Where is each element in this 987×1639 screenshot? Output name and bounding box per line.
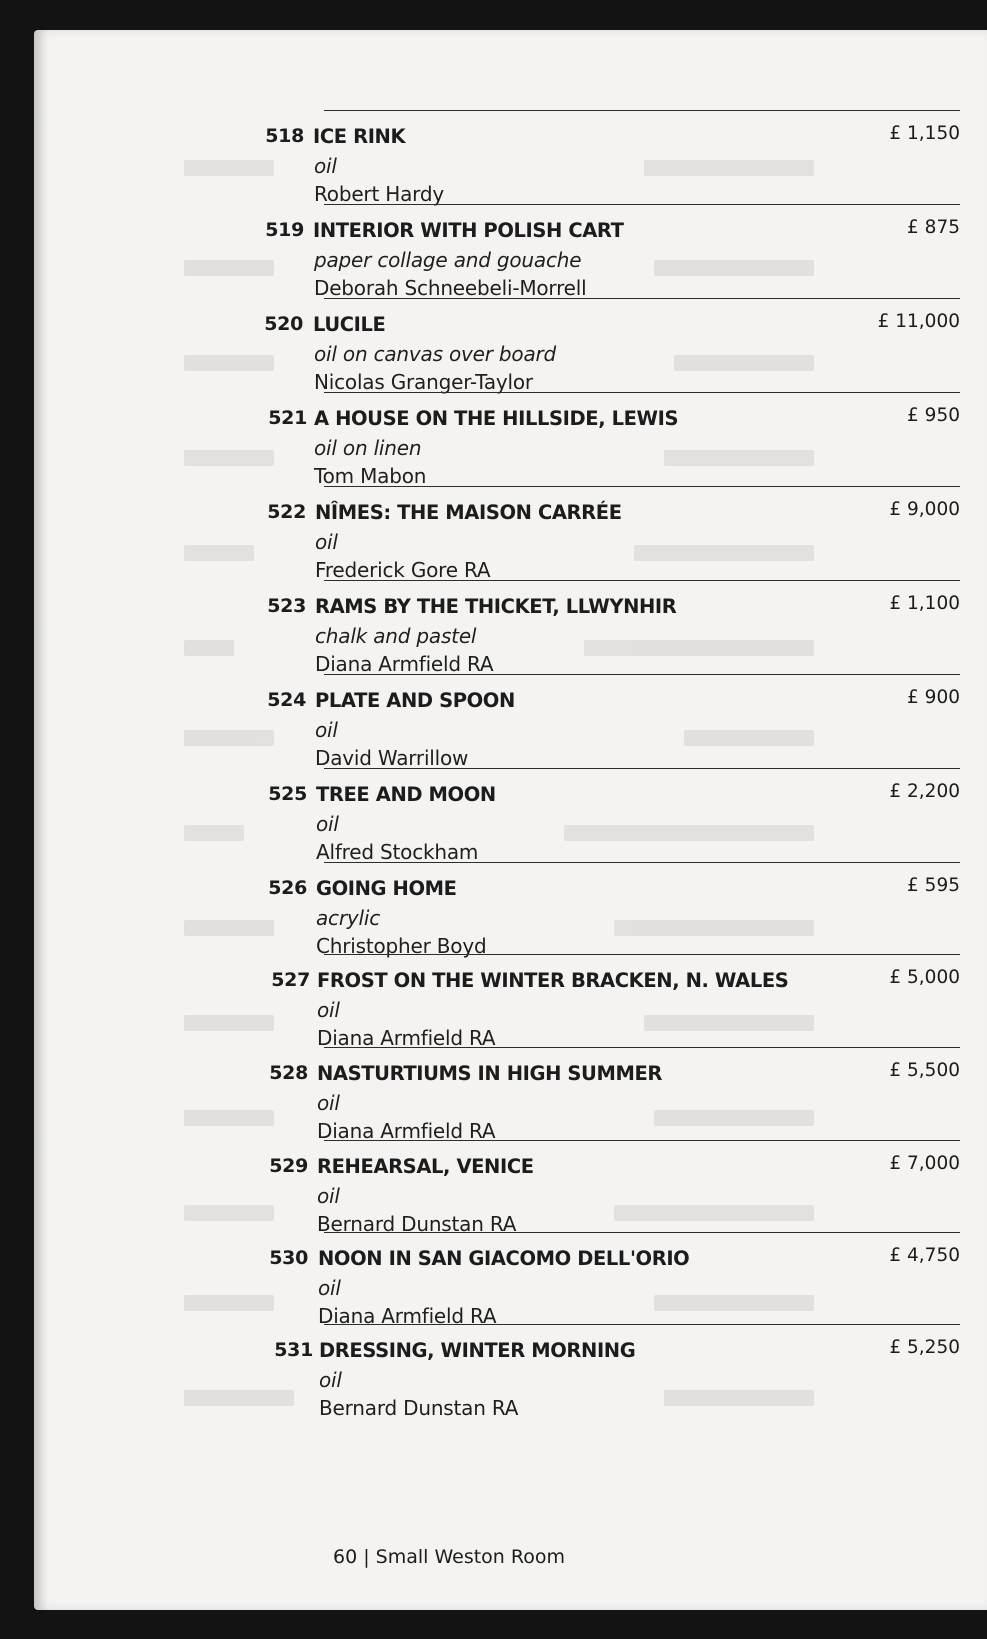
entry-number: 519 bbox=[265, 219, 304, 241]
entry-divider bbox=[324, 204, 960, 205]
page-footer: 60 | Small Weston Room bbox=[333, 1546, 565, 1568]
artist-name: Deborah Schneebeli-Morrell bbox=[314, 276, 587, 300]
entry-divider bbox=[324, 392, 960, 393]
artist-name: David Warrillow bbox=[315, 746, 469, 770]
entry-number: 527 bbox=[271, 969, 310, 991]
artwork-medium: oil bbox=[316, 812, 339, 836]
artwork-price: £ 9,000 bbox=[889, 499, 960, 520]
artwork-medium: oil bbox=[315, 530, 338, 554]
entry-divider bbox=[324, 1047, 960, 1048]
artwork-title: GOING HOME bbox=[316, 877, 457, 900]
entry-number: 530 bbox=[269, 1247, 308, 1269]
entry-number: 518 bbox=[265, 125, 304, 147]
catalogue-entry bbox=[34, 674, 987, 770]
artwork-medium: paper collage and gouache bbox=[314, 248, 582, 272]
catalogue-entry bbox=[34, 1047, 987, 1143]
artist-name: Christopher Boyd bbox=[316, 934, 487, 958]
entry-number: 524 bbox=[267, 689, 306, 711]
catalogue-entry bbox=[34, 1324, 987, 1420]
artwork-price: £ 5,250 bbox=[889, 1337, 960, 1358]
artwork-price: £ 11,000 bbox=[877, 311, 960, 332]
artwork-medium: oil bbox=[317, 1091, 340, 1115]
artwork-title: NASTURTIUMS IN HIGH SUMMER bbox=[317, 1062, 663, 1085]
artwork-medium: chalk and pastel bbox=[315, 624, 477, 648]
artwork-title: PLATE AND SPOON bbox=[315, 689, 515, 712]
artwork-title: NÎMES: THE MAISON CARRÉE bbox=[315, 501, 622, 524]
artwork-medium: oil bbox=[319, 1368, 342, 1392]
artwork-medium: oil on linen bbox=[314, 436, 422, 460]
entry-number: 522 bbox=[267, 501, 306, 523]
artwork-medium: oil bbox=[318, 1276, 341, 1300]
artwork-price: £ 595 bbox=[907, 875, 960, 896]
catalogue-entry bbox=[34, 486, 987, 582]
artwork-price: £ 950 bbox=[907, 405, 960, 426]
catalogue-entry bbox=[34, 204, 987, 300]
catalogue-entry bbox=[34, 954, 987, 1050]
artwork-title: REHEARSAL, VENICE bbox=[317, 1155, 534, 1178]
catalogue-entry bbox=[34, 1232, 987, 1328]
artist-name: Diana Armfield RA bbox=[318, 1304, 497, 1328]
catalogue-entry bbox=[34, 110, 987, 206]
artwork-price: £ 900 bbox=[907, 687, 960, 708]
entry-divider bbox=[324, 298, 960, 299]
artwork-title: ICE RINK bbox=[313, 125, 406, 148]
catalogue-entry bbox=[34, 298, 987, 394]
artist-name: Bernard Dunstan RA bbox=[317, 1212, 517, 1236]
artwork-medium: oil on canvas over board bbox=[314, 342, 557, 366]
entry-divider bbox=[324, 1324, 960, 1325]
entry-divider bbox=[324, 768, 960, 769]
entry-divider bbox=[324, 862, 960, 863]
artist-name: Bernard Dunstan RA bbox=[319, 1396, 519, 1420]
artwork-medium: oil bbox=[317, 1184, 340, 1208]
artwork-price: £ 2,200 bbox=[889, 781, 960, 802]
artwork-medium: oil bbox=[317, 998, 340, 1022]
artwork-title: A HOUSE ON THE HILLSIDE, LEWIS bbox=[314, 407, 679, 430]
entry-divider bbox=[324, 110, 960, 111]
artwork-price: £ 5,500 bbox=[889, 1060, 960, 1081]
entry-number: 520 bbox=[264, 313, 303, 335]
entry-number: 523 bbox=[267, 595, 306, 617]
artist-name: Frederick Gore RA bbox=[315, 558, 491, 582]
catalogue-entry bbox=[34, 1140, 987, 1236]
artwork-title: NOON IN SAN GIACOMO DELL'ORIO bbox=[318, 1247, 690, 1270]
entry-divider bbox=[324, 1232, 960, 1233]
entry-number: 531 bbox=[274, 1339, 313, 1361]
catalogue-entry bbox=[34, 862, 987, 958]
catalogue-page bbox=[34, 30, 987, 1610]
artwork-price: £ 5,000 bbox=[889, 967, 960, 988]
artist-name: Tom Mabon bbox=[314, 464, 427, 488]
catalogue-entry bbox=[34, 768, 987, 864]
artist-name: Diana Armfield RA bbox=[315, 652, 494, 676]
entry-number: 529 bbox=[269, 1155, 308, 1177]
entry-number: 521 bbox=[268, 407, 307, 429]
artwork-title: LUCILE bbox=[313, 313, 386, 336]
artwork-price: £ 875 bbox=[907, 217, 960, 238]
artwork-title: FROST ON THE WINTER BRACKEN, N. WALES bbox=[317, 969, 789, 992]
entry-divider bbox=[324, 580, 960, 581]
entry-number: 526 bbox=[268, 877, 307, 899]
entry-divider bbox=[324, 674, 960, 675]
catalogue-entry bbox=[34, 580, 987, 676]
artwork-price: £ 4,750 bbox=[889, 1245, 960, 1266]
entry-divider bbox=[324, 486, 960, 487]
artwork-title: TREE AND MOON bbox=[316, 783, 496, 806]
artwork-medium: oil bbox=[315, 718, 338, 742]
entry-divider bbox=[324, 1140, 960, 1141]
artwork-price: £ 1,150 bbox=[889, 123, 960, 144]
entry-number: 528 bbox=[269, 1062, 308, 1084]
catalogue-entry bbox=[34, 392, 987, 488]
entry-divider bbox=[324, 954, 960, 955]
artist-name: Nicolas Granger-Taylor bbox=[314, 370, 533, 394]
entry-number: 525 bbox=[268, 783, 307, 805]
artist-name: Diana Armfield RA bbox=[317, 1026, 496, 1050]
artwork-price: £ 7,000 bbox=[889, 1153, 960, 1174]
artwork-medium: acrylic bbox=[316, 906, 381, 930]
artwork-title: DRESSING, WINTER MORNING bbox=[319, 1339, 636, 1362]
artwork-title: RAMS BY THE THICKET, LLWYNHIR bbox=[315, 595, 677, 618]
artwork-price: £ 1,100 bbox=[889, 593, 960, 614]
artist-name: Alfred Stockham bbox=[316, 840, 479, 864]
artist-name: Robert Hardy bbox=[314, 182, 444, 206]
artwork-medium: oil bbox=[314, 154, 337, 178]
artwork-title: INTERIOR WITH POLISH CART bbox=[313, 219, 624, 242]
artist-name: Diana Armfield RA bbox=[317, 1119, 496, 1143]
